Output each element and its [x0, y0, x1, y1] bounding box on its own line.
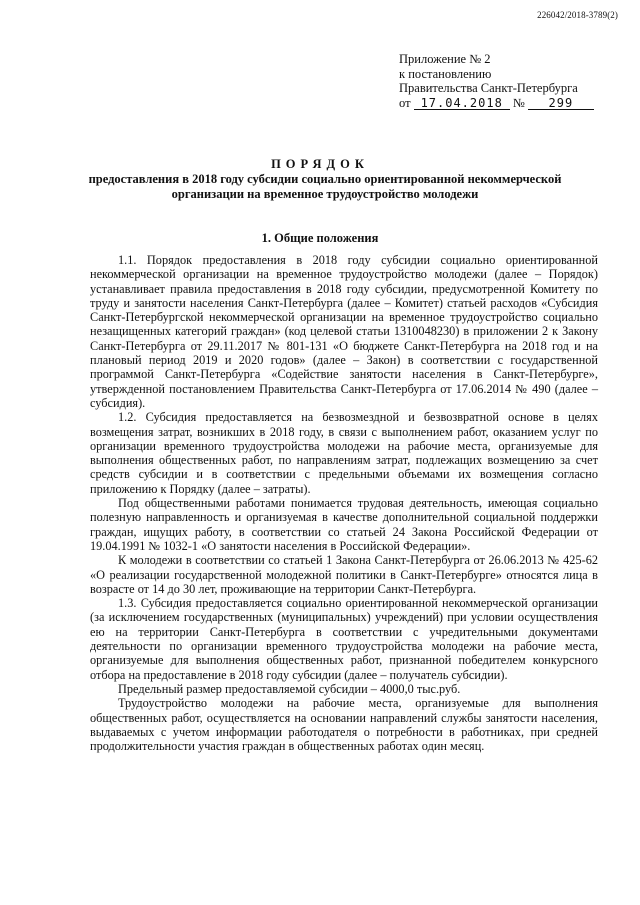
- paragraph-max-subsidy: Предельный размер предоставляемой субсидии – 4000,0 тыс.руб.: [118, 681, 461, 696]
- appendix-block: [399, 52, 594, 110]
- paragraph-1-2: 1.2. Субсидия предоставляется на безвозмездной и безвозвратной основе в целях возмещения затрат, возникших в 2018 году, в связи с выполнением работ, оказанием услуг по организации временного трудоустройства молодежи на рабочие места, организуемые для выполнения общественных работ, по направлениям затрат, подлежащих возмещению за счет средств субсидии и в соответствии с предельными объемами их возмещения согласно приложению к Порядку (далее – затраты).: [90, 410, 598, 496]
- document-body: [90, 253, 598, 753]
- number-prefix: №: [512, 95, 525, 110]
- section-heading: 1. Общие положения: [261, 231, 379, 245]
- paragraph-public-works: Под общественными работами понимается трудовая деятельность, имеющая социально полезную направленность и организуемая в качестве дополнительной социальной поддержки граждан, ищущих работу, в соответствии со статьей 24 Закона Российской Федерации от 19.04.1991 № 1032-1 «О занятости населения в Российской Федерации».: [90, 496, 598, 553]
- appendix-date-line: [399, 96, 594, 111]
- paragraph-employment: Трудоустройство молодежи на рабочие места, организуемые для выполнения общественных работ, осуществляется на основании направлений службы занятости населения, выдаваемых с учетом информации работодателя о потребности в работниках, при средней продолжительности участия граждан в общественных работах один месяц.: [90, 696, 598, 754]
- appendix-date: 17.04.2018: [414, 97, 510, 110]
- paragraph-1-3: 1.3. Субсидия предоставляется социально ориентированной некоммерческой организации (за исключением государственных (муниципальных) учреждений) при условии осуществления ею на территории Санкт-Петербурга в соответствии с учредительными документами деятельности по организации временного трудоустройства молодежи на рабочие места, организуемые для выполнения общественных работ, признанной победителем конкурсного отбора на предоставление в 2018 году субсидии (далее – получатель субсидии).: [90, 596, 598, 682]
- appendix-line-2: к постановлению: [399, 66, 492, 81]
- paragraph-youth: К молодежи в соответствии со статьей 1 Закона Санкт-Петербурга от 26.06.2013 № 425-62 «О реализации государственной молодежной политики в Санкт-Петербурге» относятся лица в возрасте от 14 до 30 лет, проживающие на территории Санкт-Петербурга.: [90, 553, 598, 596]
- appendix-line-3: Правительства Санкт-Петербурга: [399, 81, 578, 95]
- document-title: ПОРЯДОК: [271, 157, 369, 171]
- date-prefix: от: [399, 95, 411, 110]
- appendix-number: 299: [528, 97, 594, 110]
- appendix-line-1: Приложение № 2: [399, 52, 491, 66]
- document-subtitle: предоставления в 2018 году субсидии социально ориентированной некоммерческой организации на временное трудоустройство молодежи: [88, 172, 562, 201]
- document-id: 226042/2018-3789(2): [537, 10, 618, 20]
- paragraph-1-1: 1.1. Порядок предоставления в 2018 году субсидии социально ориентированной некоммерческой организации на временное трудоустройство молодежи (далее – Порядок) устанавливает правила предоставления в 2018 году субсидии, предусмотренной Комитету по труду и занятости населения Санкт-Петербурга (далее – Комитет) статьей расходов «Субсидия Санкт-Петербургской некоммерческой организации на временное трудоустройство социально незащищенных категорий граждан» (код целевой статьи 1310048230) в приложении 2 к Закону Санкт-Петербурга от 29.11.2017 № 801-131 «О бюджете Санкт-Петербурга на 2018 год и на плановый период 2019 и 2020 годов» (далее – Закон) в соответствии с государственной программой Санкт-Петербурга «Содействие занятости населения в Санкт-Петербурге», утвержденной постановлением Правительства Санкт-Петербурга от 17.06.2014 № 490 (далее – субсидия).: [90, 253, 598, 410]
